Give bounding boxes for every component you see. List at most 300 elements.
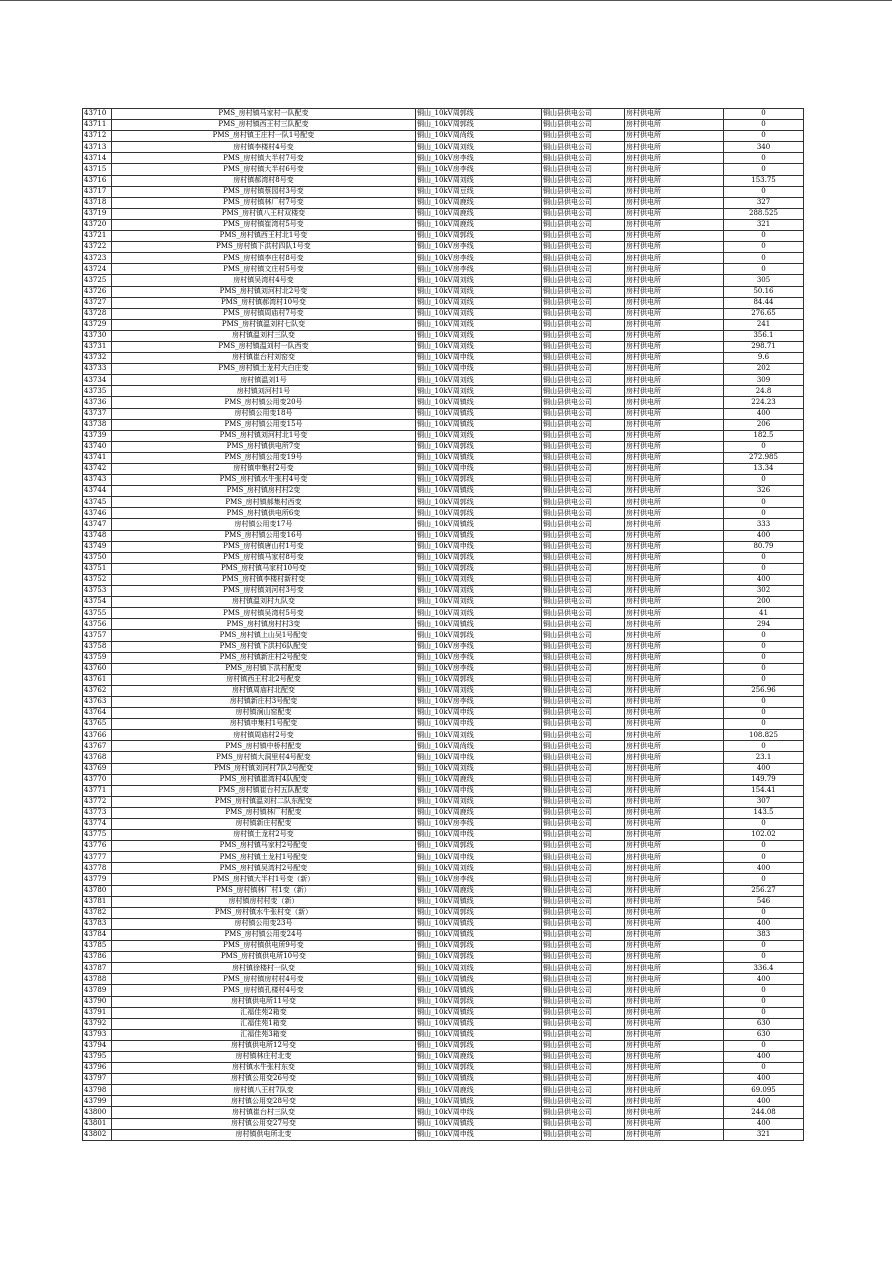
company-cell: 铜山县供电公司 (542, 574, 625, 585)
page-top-rule (0, 0, 892, 1)
row-id-cell: 43773 (83, 807, 112, 818)
row-id-cell: 43737 (83, 408, 112, 419)
table-row (83, 663, 804, 674)
line-name-cell: 铜山_10kV周郭线 (416, 563, 542, 574)
line-name-cell: 铜山_10kV周刘线 (416, 142, 542, 153)
company-cell: 铜山县供电公司 (542, 508, 625, 519)
value-cell: 0 (724, 852, 804, 863)
row-id-cell: 43718 (83, 197, 112, 208)
station-cell: 房村供电所 (625, 208, 724, 219)
company-cell: 铜山县供电公司 (542, 807, 625, 818)
value-cell: 0 (724, 164, 804, 175)
line-name-cell: 铜山_10kV周刘线 (416, 597, 542, 608)
company-cell: 铜山县供电公司 (542, 674, 625, 685)
line-name-cell: 铜山_10kV周申线 (416, 541, 542, 552)
value-cell: 340 (724, 142, 804, 153)
company-cell: 铜山县供电公司 (542, 1063, 625, 1074)
value-cell: 321 (724, 1129, 804, 1140)
table-row (83, 508, 804, 519)
transformer-name-cell: PMS_房村镇新庄村2号配变 (112, 652, 416, 663)
company-cell: 铜山县供电公司 (542, 1118, 625, 1129)
table-row (83, 974, 804, 985)
company-cell: 铜山县供电公司 (542, 219, 625, 230)
row-id-cell: 43796 (83, 1063, 112, 1074)
value-cell: 0 (724, 719, 804, 730)
company-cell: 铜山县供电公司 (542, 1096, 625, 1107)
company-cell: 铜山县供电公司 (542, 963, 625, 974)
station-cell: 房村供电所 (625, 1051, 724, 1062)
table-row (83, 441, 804, 452)
transformer-name-cell: PMS_房村镇刘河村北2号变 (112, 286, 416, 297)
transformer-name-cell: 房村镇申集村2号变 (112, 464, 416, 475)
line-name-cell: 铜山_10kV周镇线 (416, 619, 542, 630)
station-cell: 房村供电所 (625, 896, 724, 907)
company-cell: 铜山县供电公司 (542, 1018, 625, 1029)
transformer-name-cell: PMS_房村镇林厂村配变 (112, 807, 416, 818)
value-cell: 0 (724, 131, 804, 142)
value-cell: 153.75 (724, 175, 804, 186)
transformer-name-cell: PMS_房村镇王庄村一队1号配变 (112, 131, 416, 142)
line-name-cell: 铜山_10kV周刘线 (416, 330, 542, 341)
row-id-cell: 43765 (83, 719, 112, 730)
row-id-cell: 43794 (83, 1040, 112, 1051)
value-cell: 24.8 (724, 386, 804, 397)
line-name-cell: 铜山_10kV周刘线 (416, 175, 542, 186)
value-cell: 400 (724, 863, 804, 874)
company-cell: 铜山县供电公司 (542, 353, 625, 364)
station-cell: 房村供电所 (625, 874, 724, 885)
row-id-cell: 43799 (83, 1096, 112, 1107)
row-id-cell: 43752 (83, 574, 112, 585)
line-name-cell: 铜山_10kV周郭线 (416, 109, 542, 120)
company-cell: 铜山县供电公司 (542, 641, 625, 652)
line-name-cell: 铜山_10kV周刘线 (416, 275, 542, 286)
line-name-cell: 铜山_10kV周鹿线 (416, 807, 542, 818)
value-cell: 0 (724, 242, 804, 253)
table-row (83, 486, 804, 497)
line-name-cell: 铜山_10kV房李线 (416, 164, 542, 175)
table-row (83, 785, 804, 796)
table-row (83, 319, 804, 330)
line-name-cell: 铜山_10kV周刘线 (416, 685, 542, 696)
line-name-cell: 铜山_10kV房李线 (416, 696, 542, 707)
station-cell: 房村供电所 (625, 197, 724, 208)
table-row (83, 286, 804, 297)
company-cell: 铜山县供电公司 (542, 475, 625, 486)
value-cell: 0 (724, 652, 804, 663)
station-cell: 房村供电所 (625, 552, 724, 563)
row-id-cell: 43738 (83, 419, 112, 430)
table-row (83, 330, 804, 341)
company-cell: 铜山县供电公司 (542, 863, 625, 874)
station-cell: 房村供电所 (625, 907, 724, 918)
line-name-cell: 铜山_10kV周刘线 (416, 297, 542, 308)
row-id-cell: 43722 (83, 242, 112, 253)
transformer-name-cell: 房村镇公用变23号 (112, 918, 416, 929)
value-cell: 400 (724, 1118, 804, 1129)
transformer-name-cell: PMS_房村镇公用变15号 (112, 419, 416, 430)
table-row (83, 1107, 804, 1118)
line-name-cell: 铜山_10kV周申线 (416, 1107, 542, 1118)
station-cell: 房村供电所 (625, 929, 724, 940)
transformer-name-cell: PMS_房村镇周庙村7号变 (112, 308, 416, 319)
row-id-cell: 43791 (83, 1007, 112, 1018)
table-row (83, 1096, 804, 1107)
line-name-cell: 铜山_10kV周刘线 (416, 430, 542, 441)
table-row (83, 552, 804, 563)
row-id-cell: 43772 (83, 796, 112, 807)
station-cell: 房村供电所 (625, 785, 724, 796)
value-cell: 383 (724, 929, 804, 940)
value-cell: 400 (724, 974, 804, 985)
station-cell: 房村供电所 (625, 1063, 724, 1074)
table-row (83, 774, 804, 785)
value-cell: 400 (724, 1096, 804, 1107)
table-row (83, 852, 804, 863)
value-cell: 0 (724, 952, 804, 963)
line-name-cell: 铜山_10kV周镇线 (416, 985, 542, 996)
line-name-cell: 铜山_10kV周镇线 (416, 1018, 542, 1029)
line-name-cell: 铜山_10kV周郭线 (416, 952, 542, 963)
company-cell: 铜山县供电公司 (542, 819, 625, 830)
value-cell: 327 (724, 197, 804, 208)
line-name-cell: 铜山_10kV周鹿线 (416, 1085, 542, 1096)
company-cell: 铜山县供电公司 (542, 1085, 625, 1096)
row-id-cell: 43731 (83, 341, 112, 352)
station-cell: 房村供电所 (625, 996, 724, 1007)
table-row (83, 918, 804, 929)
company-cell: 铜山县供电公司 (542, 885, 625, 896)
row-id-cell: 43721 (83, 231, 112, 242)
station-cell: 房村供电所 (625, 974, 724, 985)
row-id-cell: 43720 (83, 219, 112, 230)
row-id-cell: 43713 (83, 142, 112, 153)
value-cell: 0 (724, 819, 804, 830)
line-name-cell: 铜山_10kV周申线 (416, 708, 542, 719)
transformer-name-cell: PMS_房村镇吴湾村5号变 (112, 608, 416, 619)
company-cell: 铜山县供电公司 (542, 364, 625, 375)
value-cell: 0 (724, 907, 804, 918)
table-row (83, 530, 804, 541)
row-id-cell: 43753 (83, 586, 112, 597)
line-name-cell: 铜山_10kV周刘线 (416, 375, 542, 386)
company-cell: 铜山县供电公司 (542, 852, 625, 863)
station-cell: 房村供电所 (625, 752, 724, 763)
station-cell: 房村供电所 (625, 963, 724, 974)
station-cell: 房村供电所 (625, 807, 724, 818)
transformer-name-cell: PMS_房村镇大半村6号变 (112, 164, 416, 175)
value-cell: 41 (724, 608, 804, 619)
table-row (83, 1118, 804, 1129)
line-name-cell: 铜山_10kV周尚线 (416, 741, 542, 752)
value-cell: 630 (724, 1029, 804, 1040)
line-name-cell: 铜山_10kV周郭线 (416, 508, 542, 519)
station-cell: 房村供电所 (625, 541, 724, 552)
table-row (83, 131, 804, 142)
row-id-cell: 43739 (83, 430, 112, 441)
row-id-cell: 43767 (83, 741, 112, 752)
row-id-cell: 43758 (83, 641, 112, 652)
station-cell: 房村供电所 (625, 519, 724, 530)
row-id-cell: 43760 (83, 663, 112, 674)
station-cell: 房村供电所 (625, 741, 724, 752)
station-cell: 房村供电所 (625, 708, 724, 719)
row-id-cell: 43744 (83, 486, 112, 497)
line-name-cell: 铜山_10kV周郭线 (416, 552, 542, 563)
value-cell: 0 (724, 153, 804, 164)
company-cell: 铜山县供电公司 (542, 253, 625, 264)
transformer-name-cell: 汇福佳苑3箱变 (112, 1029, 416, 1040)
company-cell: 铜山县供电公司 (542, 208, 625, 219)
table-row (83, 763, 804, 774)
table-row (83, 863, 804, 874)
table-row (83, 1029, 804, 1040)
station-cell: 房村供电所 (625, 641, 724, 652)
company-cell: 铜山县供电公司 (542, 941, 625, 952)
transformer-name-cell: 房村镇温刘村九队变 (112, 597, 416, 608)
station-cell: 房村供电所 (625, 530, 724, 541)
table-row (83, 896, 804, 907)
line-name-cell: 铜山_10kV周郭线 (416, 907, 542, 918)
row-id-cell: 43781 (83, 896, 112, 907)
value-cell: 298.71 (724, 341, 804, 352)
value-cell: 326 (724, 486, 804, 497)
value-cell: 400 (724, 530, 804, 541)
station-cell: 房村供电所 (625, 497, 724, 508)
company-cell: 铜山县供电公司 (542, 397, 625, 408)
row-id-cell: 43751 (83, 563, 112, 574)
line-name-cell: 铜山_10kV房李线 (416, 253, 542, 264)
company-cell: 铜山县供电公司 (542, 1129, 625, 1140)
table-row (83, 1018, 804, 1029)
company-cell: 铜山县供电公司 (542, 752, 625, 763)
line-name-cell: 铜山_10kV周镇线 (416, 896, 542, 907)
transformer-name-cell: PMS_房村镇林厂村7号变 (112, 197, 416, 208)
transformer-name-cell: PMS_房村镇唐山村1号变 (112, 541, 416, 552)
company-cell: 铜山县供电公司 (542, 386, 625, 397)
value-cell: 154.41 (724, 785, 804, 796)
row-id-cell: 43797 (83, 1074, 112, 1085)
transformer-name-cell: 房村镇供电所12号变 (112, 1040, 416, 1051)
station-cell: 房村供电所 (625, 841, 724, 852)
value-cell: 0 (724, 663, 804, 674)
line-name-cell: 铜山_10kV周镇线 (416, 397, 542, 408)
table-row (83, 586, 804, 597)
company-cell: 铜山县供电公司 (542, 519, 625, 530)
transformer-name-cell: PMS_房村镇马家村8号变 (112, 552, 416, 563)
row-id-cell: 43754 (83, 597, 112, 608)
table-row (83, 208, 804, 219)
line-name-cell: 铜山_10kV周豆线 (416, 186, 542, 197)
row-id-cell: 43727 (83, 297, 112, 308)
line-name-cell: 铜山_10kV周镇线 (416, 974, 542, 985)
value-cell: 276.65 (724, 308, 804, 319)
row-id-cell: 43710 (83, 109, 112, 120)
station-cell: 房村供电所 (625, 941, 724, 952)
line-name-cell: 铜山_10kV周申线 (416, 752, 542, 763)
row-id-cell: 43778 (83, 863, 112, 874)
value-cell: 80.79 (724, 541, 804, 552)
line-name-cell: 铜山_10kV房李线 (416, 641, 542, 652)
value-cell: 0 (724, 264, 804, 275)
table-row (83, 641, 804, 652)
transformer-name-cell: PMS_房村镇文庄村5号变 (112, 264, 416, 275)
transformer-name-cell: PMS_房村镇土龙村1号配变 (112, 852, 416, 863)
row-id-cell: 43746 (83, 508, 112, 519)
company-cell: 铜山县供电公司 (542, 630, 625, 641)
station-cell: 房村供电所 (625, 774, 724, 785)
transformer-name-cell: 房村镇徐楼村一队变 (112, 963, 416, 974)
company-cell: 铜山县供电公司 (542, 774, 625, 785)
value-cell: 305 (724, 275, 804, 286)
transformer-name-cell: 房村镇涧山窑配变 (112, 708, 416, 719)
station-cell: 房村供电所 (625, 696, 724, 707)
table-row (83, 807, 804, 818)
transformer-name-cell: 房村镇崔台村刘窑变 (112, 353, 416, 364)
company-cell: 铜山县供电公司 (542, 952, 625, 963)
company-cell: 铜山县供电公司 (542, 452, 625, 463)
line-name-cell: 铜山_10kV周镇线 (416, 1007, 542, 1018)
transformer-name-cell: 房村镇八王村7队变 (112, 1085, 416, 1096)
station-cell: 房村供电所 (625, 286, 724, 297)
company-cell: 铜山县供电公司 (542, 741, 625, 752)
transformer-name-cell: PMS_房村镇西王村北1号变 (112, 231, 416, 242)
line-name-cell: 铜山_10kV周刘线 (416, 608, 542, 619)
table-row (83, 175, 804, 186)
transformer-name-cell: PMS_房村镇林厂村1变（新） (112, 885, 416, 896)
table-row (83, 1007, 804, 1018)
value-cell: 256.27 (724, 885, 804, 896)
transformer-table-body (83, 109, 804, 1141)
station-cell: 房村供电所 (625, 353, 724, 364)
value-cell: 244.08 (724, 1107, 804, 1118)
line-name-cell: 铜山_10kV周镇线 (416, 1029, 542, 1040)
line-name-cell: 铜山_10kV周鹿线 (416, 885, 542, 896)
company-cell: 铜山县供电公司 (542, 563, 625, 574)
transformer-name-cell: 房村镇公用变28号变 (112, 1096, 416, 1107)
company-cell: 铜山县供电公司 (542, 918, 625, 929)
company-cell: 铜山县供电公司 (542, 419, 625, 430)
station-cell: 房村供电所 (625, 464, 724, 475)
company-cell: 铜山县供电公司 (542, 974, 625, 985)
transformer-name-cell: PMS_房村镇公用变16号 (112, 530, 416, 541)
table-row (83, 386, 804, 397)
line-name-cell: 铜山_10kV周郭线 (416, 475, 542, 486)
table-row (83, 597, 804, 608)
company-cell: 铜山县供电公司 (542, 308, 625, 319)
company-cell: 铜山县供电公司 (542, 929, 625, 940)
value-cell: 333 (724, 519, 804, 530)
table-row (83, 353, 804, 364)
table-row (83, 830, 804, 841)
station-cell: 房村供电所 (625, 985, 724, 996)
row-id-cell: 43793 (83, 1029, 112, 1040)
line-name-cell: 铜山_10kV周镇线 (416, 918, 542, 929)
row-id-cell: 43734 (83, 375, 112, 386)
line-name-cell: 铜山_10kV周郭线 (416, 1063, 542, 1074)
line-name-cell: 铜山_10kV周郭线 (416, 441, 542, 452)
line-name-cell: 铜山_10kV房李线 (416, 819, 542, 830)
value-cell: 149.79 (724, 774, 804, 785)
line-name-cell: 铜山_10kV周郭线 (416, 996, 542, 1007)
value-cell: 0 (724, 985, 804, 996)
company-cell: 铜山县供电公司 (542, 231, 625, 242)
table-row (83, 164, 804, 175)
company-cell: 铜山县供电公司 (542, 1040, 625, 1051)
value-cell: 336.4 (724, 963, 804, 974)
company-cell: 铜山县供电公司 (542, 907, 625, 918)
station-cell: 房村供电所 (625, 264, 724, 275)
line-name-cell: 铜山_10kV周郭线 (416, 674, 542, 685)
row-id-cell: 43770 (83, 774, 112, 785)
table-row (83, 696, 804, 707)
table-row (83, 1051, 804, 1062)
row-id-cell: 43788 (83, 974, 112, 985)
value-cell: 400 (724, 763, 804, 774)
row-id-cell: 43782 (83, 907, 112, 918)
station-cell: 房村供电所 (625, 330, 724, 341)
value-cell: 400 (724, 918, 804, 929)
company-cell: 铜山县供电公司 (542, 530, 625, 541)
line-name-cell: 铜山_10kV周镇线 (416, 929, 542, 940)
table-row (83, 819, 804, 830)
value-cell: 0 (724, 253, 804, 264)
value-cell: 0 (724, 109, 804, 120)
company-cell: 铜山县供电公司 (542, 874, 625, 885)
row-id-cell: 43801 (83, 1118, 112, 1129)
table-row (83, 563, 804, 574)
company-cell: 铜山县供电公司 (542, 541, 625, 552)
table-row (83, 153, 804, 164)
transformer-name-cell: PMS_房村镇郝集村西变 (112, 497, 416, 508)
row-id-cell: 43802 (83, 1129, 112, 1140)
station-cell: 房村供电所 (625, 175, 724, 186)
table-row (83, 242, 804, 253)
row-id-cell: 43742 (83, 464, 112, 475)
line-name-cell: 铜山_10kV周郭线 (416, 497, 542, 508)
station-cell: 房村供电所 (625, 153, 724, 164)
table-row (83, 541, 804, 552)
row-id-cell: 43728 (83, 308, 112, 319)
station-cell: 房村供电所 (625, 109, 724, 120)
transformer-name-cell: 房村镇林庄村北变 (112, 1051, 416, 1062)
company-cell: 铜山县供电公司 (542, 164, 625, 175)
value-cell: 0 (724, 120, 804, 131)
table-row (83, 408, 804, 419)
transformer-name-cell: 房村镇公用变27号变 (112, 1118, 416, 1129)
value-cell: 84.44 (724, 297, 804, 308)
station-cell: 房村供电所 (625, 242, 724, 253)
value-cell: 0 (724, 1040, 804, 1051)
line-name-cell: 铜山_10kV周镇线 (416, 1118, 542, 1129)
company-cell: 铜山县供电公司 (542, 1074, 625, 1085)
company-cell: 铜山县供电公司 (542, 696, 625, 707)
company-cell: 铜山县供电公司 (542, 597, 625, 608)
transformer-name-cell: PMS_房村镇供电所6变 (112, 508, 416, 519)
line-name-cell: 铜山_10kV周刘线 (416, 963, 542, 974)
row-id-cell: 43748 (83, 530, 112, 541)
station-cell: 房村供电所 (625, 508, 724, 519)
table-row (83, 120, 804, 131)
table-row (83, 907, 804, 918)
value-cell: 202 (724, 364, 804, 375)
transformer-name-cell: PMS_房村镇西王村三队配变 (112, 120, 416, 131)
line-name-cell: 铜山_10kV房李线 (416, 264, 542, 275)
company-cell: 铜山县供电公司 (542, 375, 625, 386)
line-name-cell: 铜山_10kV周刘线 (416, 386, 542, 397)
value-cell: 0 (724, 996, 804, 1007)
value-cell: 182.5 (724, 430, 804, 441)
